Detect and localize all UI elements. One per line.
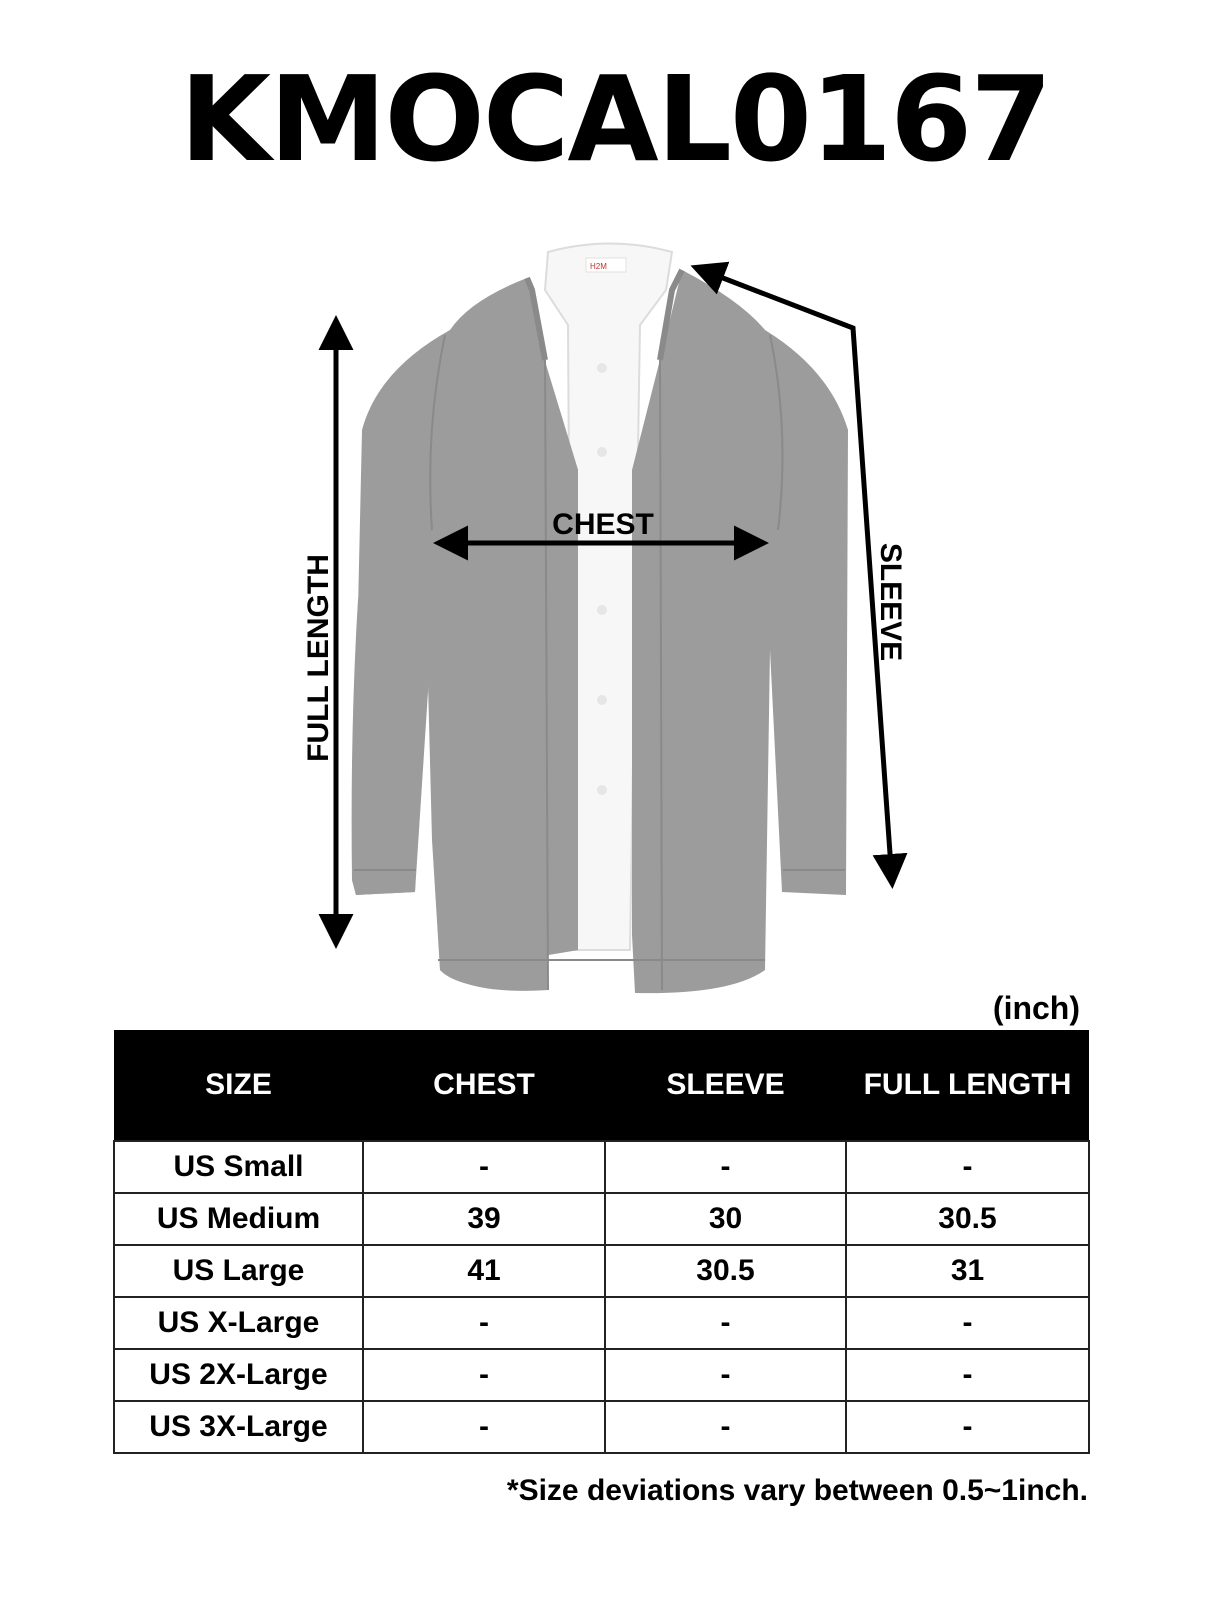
table-row — [114, 1245, 1089, 1297]
table-row — [114, 1401, 1089, 1453]
sleeve-cell: 30.5 — [605, 1245, 846, 1297]
size-cell: US Small — [114, 1141, 363, 1193]
sleeve-cell: - — [605, 1349, 846, 1401]
table-header-row — [114, 1030, 1089, 1141]
cardigan-left-panel — [352, 278, 578, 991]
size-cell: US 2X-Large — [114, 1349, 363, 1401]
sleeve-cell: - — [605, 1401, 846, 1453]
garment-measurement-diagram — [0, 230, 1230, 1010]
full-length-cell: - — [846, 1297, 1089, 1349]
chest-cell: 39 — [363, 1193, 605, 1245]
header-sleeve: SLEEVE — [605, 1030, 846, 1141]
header-full-length: FULL LENGTH — [846, 1030, 1089, 1141]
cardigan-right-panel — [632, 270, 848, 993]
table-row — [114, 1141, 1089, 1193]
size-chart-table — [113, 1030, 1090, 1454]
sleeve-cell: - — [605, 1297, 846, 1349]
brand-tag-text: H2M — [590, 262, 607, 271]
header-size: SIZE — [114, 1030, 363, 1141]
size-cell: US X-Large — [114, 1297, 363, 1349]
full-length-cell: - — [846, 1141, 1089, 1193]
chest-label: CHEST — [552, 508, 654, 541]
unit-label: (inch) — [992, 990, 1080, 1026]
full-length-cell: - — [846, 1349, 1089, 1401]
sleeve-label: SLEEVE — [874, 542, 907, 662]
header-chest: CHEST — [363, 1030, 605, 1141]
chest-cell: - — [363, 1141, 605, 1193]
size-cell: US Medium — [114, 1193, 363, 1245]
chest-cell: 41 — [363, 1245, 605, 1297]
product-code-title: KMOCAL0167 — [179, 50, 1051, 188]
full-length-cell: - — [846, 1401, 1089, 1453]
table-row — [114, 1193, 1089, 1245]
full-length-cell: 30.5 — [846, 1193, 1089, 1245]
table-row — [114, 1297, 1089, 1349]
full-length-cell: 31 — [846, 1245, 1089, 1297]
chest-cell: - — [363, 1349, 605, 1401]
sleeve-cell: - — [605, 1141, 846, 1193]
chest-cell: - — [363, 1297, 605, 1349]
table-row — [114, 1349, 1089, 1401]
size-cell: US Large — [114, 1245, 363, 1297]
sleeve-cell: 30 — [605, 1193, 846, 1245]
size-deviation-footnote: *Size deviations vary between 0.5~1inch. — [506, 1474, 1088, 1507]
full-length-label: FULL LENGTH — [302, 554, 335, 762]
size-cell: US 3X-Large — [114, 1401, 363, 1453]
chest-cell: - — [363, 1401, 605, 1453]
